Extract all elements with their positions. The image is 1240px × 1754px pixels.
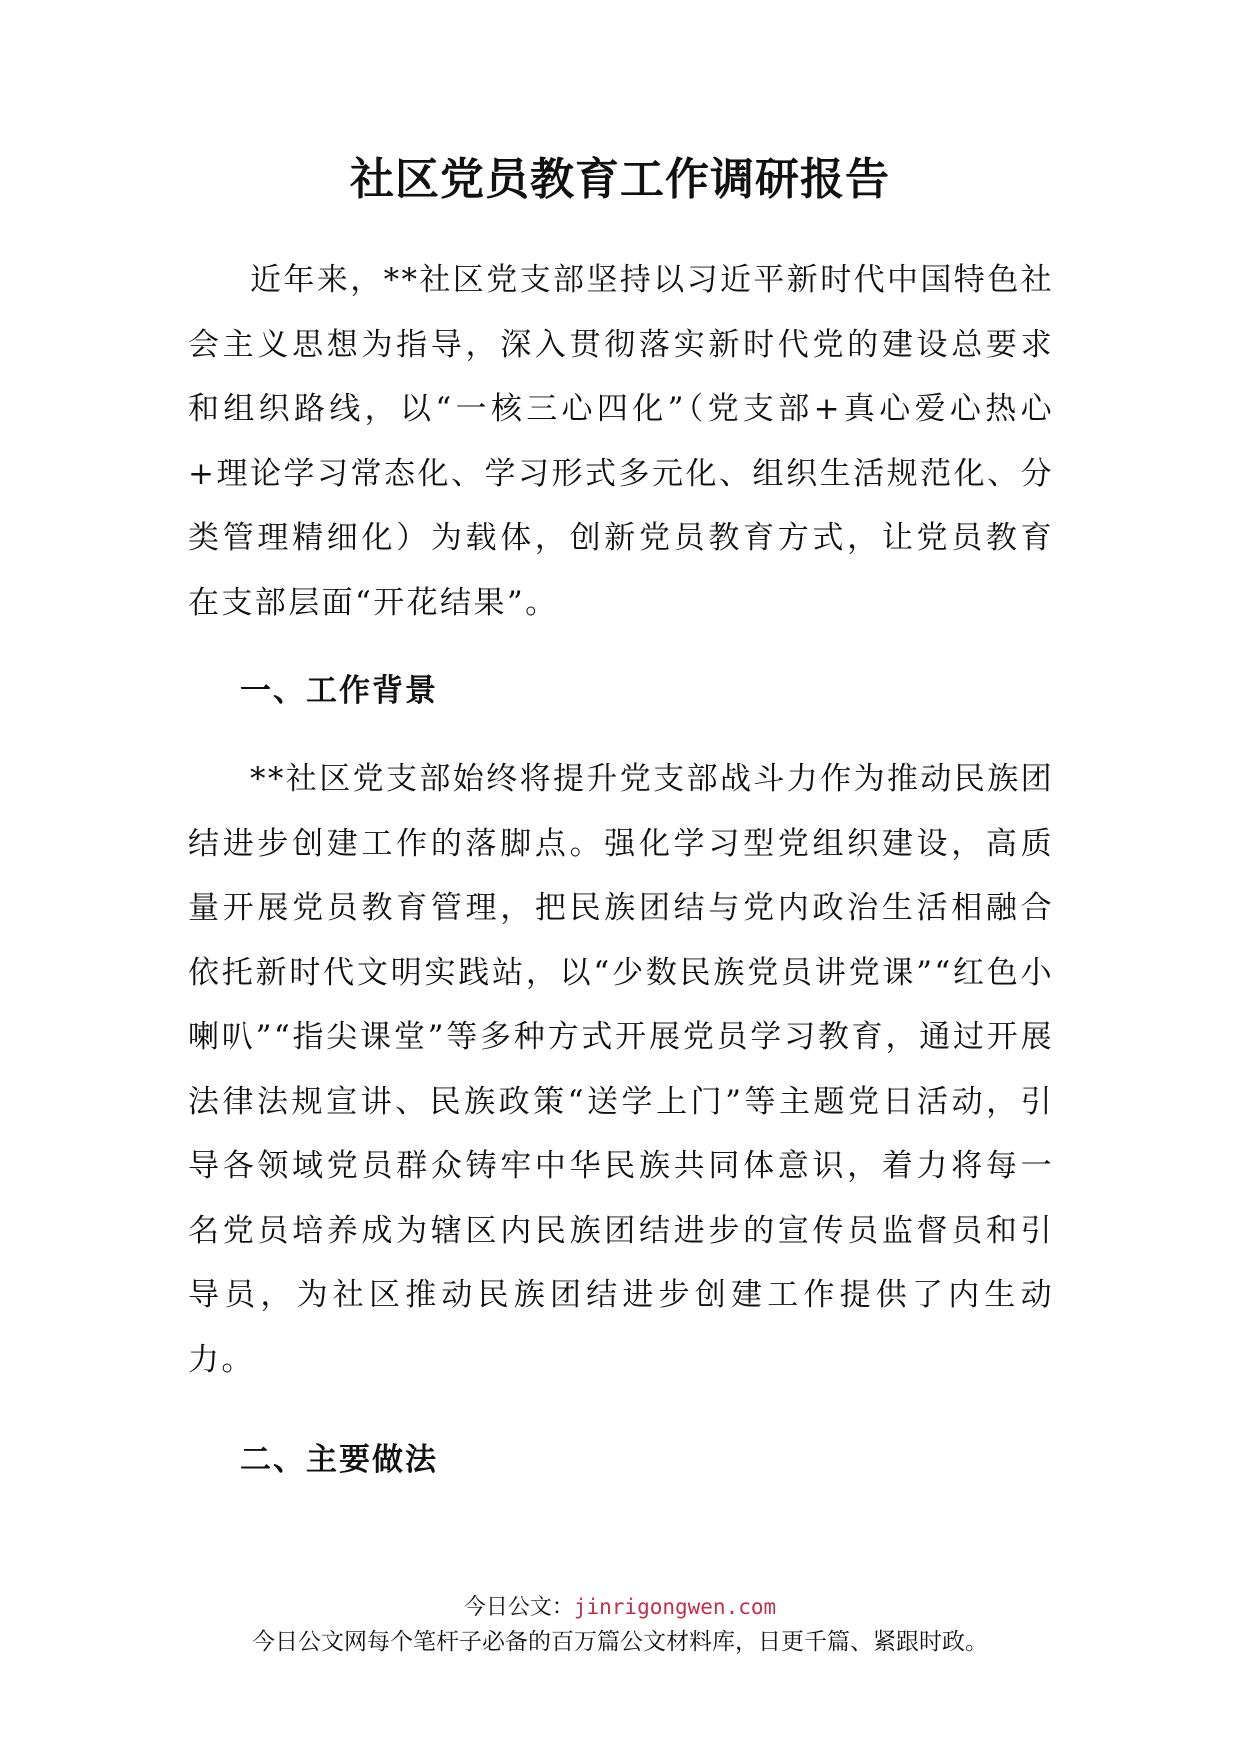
section-heading-practices: 二、主要做法 (240, 1442, 438, 1478)
document-title: 社区党员教育工作调研报告 (350, 154, 890, 205)
footer-site-link[interactable]: jinrigongwen.com (573, 1595, 777, 1619)
document-body (188, 248, 1054, 1516)
section-heading-background: 一、工作背景 (240, 673, 438, 709)
footer-site-line (0, 1592, 1240, 1623)
footer-slogan: 今日公文网每个笔杆子必备的百万篇公文材料库，日更千篇、紧跟时政。 (252, 1629, 988, 1655)
footer-site-label: 今日公文： (463, 1595, 574, 1620)
background-paragraph: **社区党支部始终将提升党支部战斗力作为推动民族团结进步创建工作的落脚点。强化学习型党组织建设，高质量开展党员教育管理，把民族团结与党内政治生活相融合依托新时代文明实践站，以“少数民族党员讲党课”“红色小喇叭”“指尖课堂”等多种方式开展党员学习教育，通过开展法律法规宣讲、民族政策“送学上门”等主题党日活动，引导各领域党员群众铸牢中华民族共同体意识，着力将每一名党员培养成为辖区内民族团结进步的宣传员监督员和引导员，为社区推动民族团结进步创建工作提供了内生动力。 (188, 761, 1054, 1378)
intro-paragraph: 近年来，**社区党支部坚持以习近平新时代中国特色社会主义思想为指导，深入贯彻落实新时代党的建设总要求和组织路线，以“一核三心四化”（党支部+真心爱心热心+理论学习常态化、学习形式多元化、组织生活规范化、分类管理精细化）为载体，创新党员教育方式，让党员教育在支部层面“开花结果”。 (188, 262, 1054, 621)
